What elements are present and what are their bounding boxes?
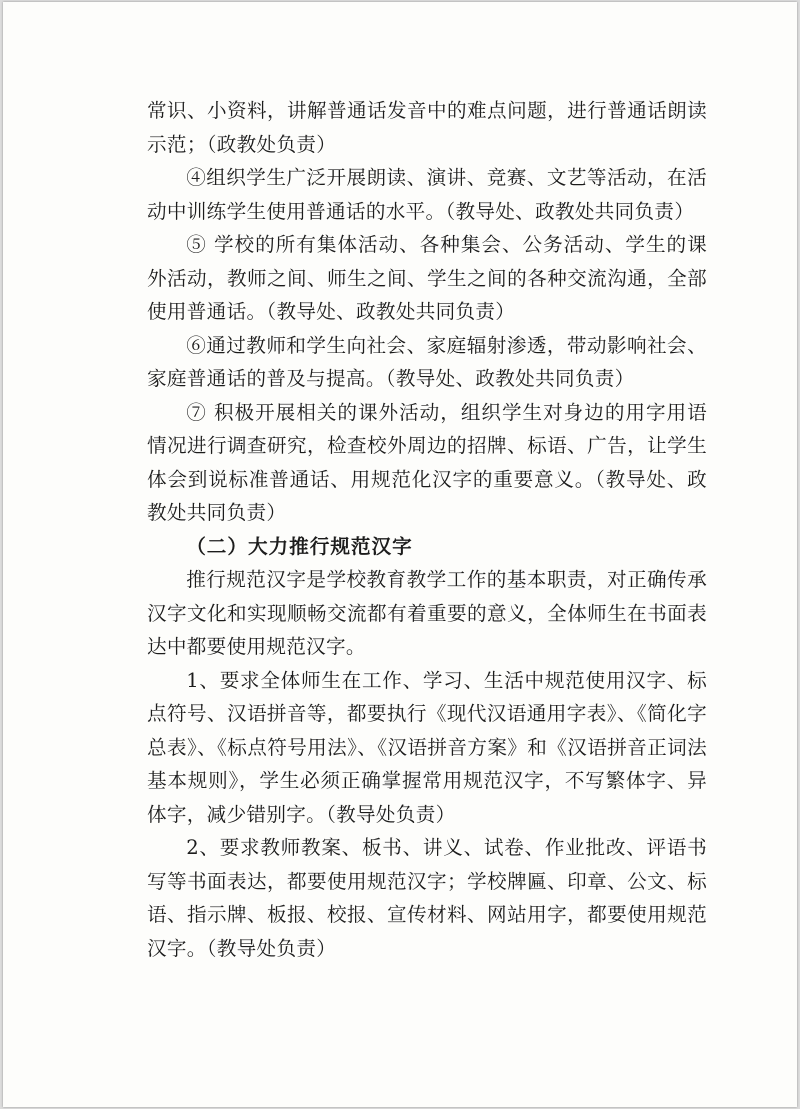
paragraph-item-5: ⑤ 学校的所有集体活动、各种集会、公务活动、学生的课外活动，教师之间、师生之间、学生之间的各种交流沟通，全部使用普通话。（教导处、政教处共同负责） [147, 233, 707, 323]
paragraph-item-6: ⑥通过教师和学生向社会、家庭辐射渗透，带动影响社会、家庭普通话的普及与提高。（教导处、政教处共同负责） [147, 333, 707, 390]
document-body [147, 94, 707, 965]
paragraph-continuation: 常识、小资料，讲解普通话发音中的难点问题，进行普通话朗读示范；（政教处负责） [147, 99, 707, 156]
section-heading-2: （二）大力推行规范汉字 [186, 534, 413, 558]
paragraph-item-4: ④组织学生广泛开展朗读、演讲、竞赛、文艺等活动，在活动中训练学生使用普通话的水平。（教导处、政教处共同负责） [147, 166, 707, 223]
paragraph-item-7: ⑦ 积极开展相关的课外活动，组织学生对身边的用字用语情况进行调查研究，检查校外周边的招牌、标语、广告，让学生体会到说标准普通话、用规范化汉字的重要意义。（教导处、政教处共同负责） [147, 400, 707, 524]
paragraph-requirement-1: 1、要求全体师生在工作、学习、生活中规范使用汉字、标点符号、汉语拼音等，都要执行《现代汉语通用字表》、《简化字总表》、《标点符号用法》、《汉语拼音方案》和《汉语拼音正词法基本规则》，学生必须正确掌握常用规范汉字，不写繁体字、异体字，减少错别字。（教导处负责） [147, 668, 707, 826]
document-page [3, 2, 797, 1107]
paragraph-intro: 推行规范汉字是学校教育教学工作的基本职责，对正确传承汉字文化和实现顺畅交流都有着重要的意义，全体师生在书面表达中都要使用规范汉字。 [147, 568, 707, 658]
paragraph-requirement-2: 2、要求教师教案、板书、讲义、试卷、作业批改、评语书写等书面表达，都要使用规范汉字；学校牌匾、印章、公文、标语、指示牌、板报、校报、宣传材料、网站用字，都要使用规范汉字。（教导处负责） [147, 836, 707, 960]
